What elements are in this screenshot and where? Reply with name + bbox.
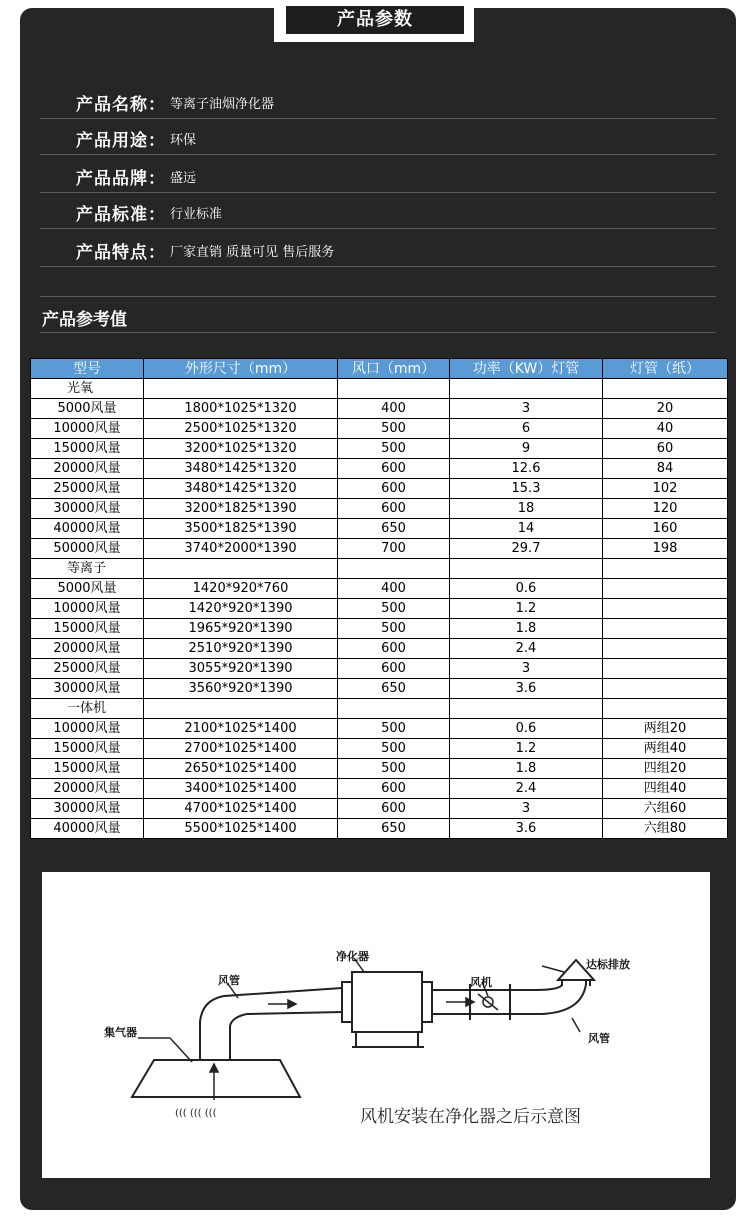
table-cell: 1420*920*760 (144, 579, 338, 599)
diagram-drawing (42, 872, 710, 1178)
table-cell: 2650*1025*1400 (144, 759, 338, 779)
table-cell: 10000风量 (31, 599, 144, 619)
table-cell: 3560*920*1390 (144, 679, 338, 699)
table-cell: 18 (450, 499, 603, 519)
table-cell: 20000风量 (31, 779, 144, 799)
table-cell-empty (603, 699, 728, 719)
table-row (31, 499, 728, 519)
spec-table (30, 358, 728, 839)
table-cell (603, 599, 728, 619)
table-row (31, 819, 728, 839)
table-cell: 2.4 (450, 639, 603, 659)
reference-section-header (40, 296, 716, 333)
table-cell: 1.8 (450, 759, 603, 779)
table-cell: 5000风量 (31, 399, 144, 419)
category-label: 等离子 (31, 559, 144, 579)
table-cell: 160 (603, 519, 728, 539)
table-cell: 9 (450, 439, 603, 459)
table-cell: 30000风量 (31, 799, 144, 819)
svg-text:((( ((( (((: ((( ((( ((( (175, 1108, 217, 1119)
table-cell: 3200*1025*1320 (144, 439, 338, 459)
table-header-row (31, 359, 728, 379)
table-cell: 6 (450, 419, 603, 439)
table-cell: 1.8 (450, 619, 603, 639)
label-duct-left: 风管 (218, 974, 240, 987)
installation-diagram (42, 872, 710, 1178)
table-row (31, 719, 728, 739)
label-collector: 集气器 (104, 1026, 137, 1039)
info-label: 产品用途： (76, 131, 166, 151)
table-cell: 15.3 (450, 479, 603, 499)
table-cell: 12.6 (450, 459, 603, 479)
table-row (31, 439, 728, 459)
table-cell: 600 (338, 659, 450, 679)
info-row (40, 156, 716, 193)
table-cell-empty (603, 379, 728, 399)
table-cell: 六组60 (603, 799, 728, 819)
table-cell: 1.2 (450, 599, 603, 619)
table-cell: 600 (338, 459, 450, 479)
diagram-caption: 风机安装在净化器之后示意图 (360, 1107, 581, 1127)
table-cell: 0.6 (450, 579, 603, 599)
table-cell: 3740*2000*1390 (144, 539, 338, 559)
table-body (31, 379, 728, 839)
table-cell (603, 579, 728, 599)
table-cell: 四组40 (603, 779, 728, 799)
table-cell: 两组40 (603, 739, 728, 759)
table-cell: 500 (338, 439, 450, 459)
table-cell: 600 (338, 639, 450, 659)
table-cell: 六组80 (603, 819, 728, 839)
table-cell: 3.6 (450, 679, 603, 699)
table-row (31, 739, 728, 759)
table-cell: 3 (450, 659, 603, 679)
info-value: 厂家直销 质量可见 售后服务 (170, 245, 335, 260)
table-cell: 600 (338, 779, 450, 799)
table-cell: 500 (338, 759, 450, 779)
table-cell: 29.7 (450, 539, 603, 559)
table-cell: 15000风量 (31, 619, 144, 639)
table-cell: 3400*1025*1400 (144, 779, 338, 799)
table-row (31, 479, 728, 499)
table-cell-empty (144, 559, 338, 579)
label-fan: 风机 (470, 976, 492, 989)
table-cell: 14 (450, 519, 603, 539)
table-cell: 15000风量 (31, 739, 144, 759)
table-cell: 25000风量 (31, 479, 144, 499)
table-cell-empty (450, 379, 603, 399)
table-cell: 400 (338, 399, 450, 419)
table-cell (603, 639, 728, 659)
table-cell: 500 (338, 739, 450, 759)
table-cell: 600 (338, 479, 450, 499)
label-exhaust: 达标排放 (586, 958, 630, 971)
header-power: 功率（KW）灯管 (450, 359, 603, 379)
table-cell: 5500*1025*1400 (144, 819, 338, 839)
table-cell: 600 (338, 499, 450, 519)
table-row (31, 799, 728, 819)
table-cell: 650 (338, 519, 450, 539)
table-cell-empty (144, 379, 338, 399)
reference-title: 产品参考值 (42, 310, 127, 330)
table-cell: 1965*920*1390 (144, 619, 338, 639)
table-cell: 400 (338, 579, 450, 599)
table-cell: 120 (603, 499, 728, 519)
info-value: 行业标准 (170, 207, 223, 222)
table-row (31, 599, 728, 619)
table-row (31, 399, 728, 419)
table-cell: 4700*1025*1400 (144, 799, 338, 819)
info-value: 盛远 (170, 171, 197, 186)
table-cell-empty (603, 559, 728, 579)
table-cell: 30000风量 (31, 679, 144, 699)
label-duct-right: 风管 (588, 1032, 610, 1045)
table-cell: 84 (603, 459, 728, 479)
info-value: 等离子油烟净化器 (170, 97, 275, 112)
category-row (31, 379, 728, 399)
info-row (40, 192, 716, 229)
table-cell: 650 (338, 819, 450, 839)
header-dimensions: 外形尺寸（mm） (144, 359, 338, 379)
table-cell: 3 (450, 799, 603, 819)
table-cell: 10000风量 (31, 419, 144, 439)
info-label: 产品名称： (76, 95, 166, 115)
category-label: 一体机 (31, 699, 144, 719)
table-cell: 2100*1025*1400 (144, 719, 338, 739)
table-cell (603, 619, 728, 639)
header-outlet: 风口（mm） (338, 359, 450, 379)
table-cell: 2500*1025*1320 (144, 419, 338, 439)
table-cell: 5000风量 (31, 579, 144, 599)
category-label: 光氧 (31, 379, 144, 399)
category-row (31, 559, 728, 579)
table-cell: 600 (338, 799, 450, 819)
table-cell: 700 (338, 539, 450, 559)
table-cell: 650 (338, 679, 450, 699)
header-model: 型号 (31, 359, 144, 379)
table-cell-empty (338, 379, 450, 399)
table-cell: 500 (338, 599, 450, 619)
info-label: 产品特点： (76, 243, 166, 263)
table-cell: 40000风量 (31, 519, 144, 539)
table-cell: 两组20 (603, 719, 728, 739)
table-cell: 3480*1425*1320 (144, 479, 338, 499)
table-cell: 2510*920*1390 (144, 639, 338, 659)
header-lamp: 灯管（纸） (603, 359, 728, 379)
section-title: 产品参数 (286, 6, 464, 34)
table-cell: 3500*1825*1390 (144, 519, 338, 539)
table-cell (603, 659, 728, 679)
table-cell: 10000风量 (31, 719, 144, 739)
info-label: 产品标准： (76, 205, 166, 225)
table-row (31, 659, 728, 679)
table-cell: 3055*920*1390 (144, 659, 338, 679)
table-row (31, 519, 728, 539)
table-cell: 1420*920*1390 (144, 599, 338, 619)
table-cell-empty (144, 699, 338, 719)
table-cell: 1.2 (450, 739, 603, 759)
info-label: 产品品牌： (76, 169, 166, 189)
table-cell: 500 (338, 419, 450, 439)
table-cell: 500 (338, 619, 450, 639)
table-cell: 30000风量 (31, 499, 144, 519)
table-cell: 15000风量 (31, 439, 144, 459)
table-cell: 3.6 (450, 819, 603, 839)
label-purifier: 净化器 (336, 950, 369, 963)
table-cell: 3200*1825*1390 (144, 499, 338, 519)
table-cell: 25000风量 (31, 659, 144, 679)
table-row (31, 619, 728, 639)
table-cell: 40 (603, 419, 728, 439)
table-cell: 2700*1025*1400 (144, 739, 338, 759)
table-row (31, 759, 728, 779)
table-cell: 1800*1025*1320 (144, 399, 338, 419)
info-row (40, 82, 716, 119)
info-row (40, 118, 716, 155)
table-cell: 102 (603, 479, 728, 499)
table-cell: 198 (603, 539, 728, 559)
info-value: 环保 (170, 133, 197, 148)
table-row (31, 579, 728, 599)
table-cell-empty (450, 699, 603, 719)
table-cell: 20 (603, 399, 728, 419)
table-row (31, 459, 728, 479)
table-cell: 3 (450, 399, 603, 419)
table-cell-empty (450, 559, 603, 579)
table-row (31, 539, 728, 559)
table-cell-empty (338, 559, 450, 579)
table-cell: 2.4 (450, 779, 603, 799)
table-cell: 15000风量 (31, 759, 144, 779)
table-cell: 20000风量 (31, 639, 144, 659)
table-row (31, 779, 728, 799)
table-cell: 60 (603, 439, 728, 459)
table-cell: 500 (338, 719, 450, 739)
table-row (31, 679, 728, 699)
table-cell: 3480*1425*1320 (144, 459, 338, 479)
collector-hood-shape (132, 1060, 300, 1097)
table-cell: 40000风量 (31, 819, 144, 839)
table-cell: 20000风量 (31, 459, 144, 479)
table-cell: 0.6 (450, 719, 603, 739)
table-cell: 四组20 (603, 759, 728, 779)
table-cell: 50000风量 (31, 539, 144, 559)
table-cell-empty (338, 699, 450, 719)
category-row (31, 699, 728, 719)
table-row (31, 419, 728, 439)
table-cell (603, 679, 728, 699)
table-row (31, 639, 728, 659)
info-row (40, 230, 716, 267)
